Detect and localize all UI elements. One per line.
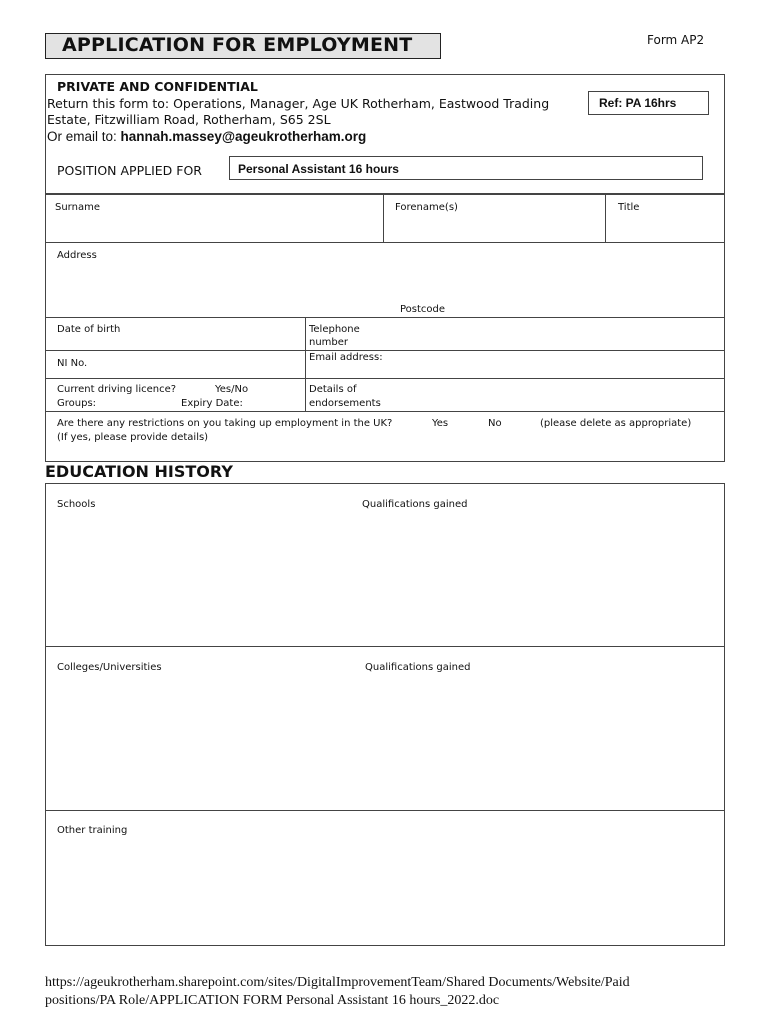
page-title: APPLICATION FOR EMPLOYMENT (62, 34, 413, 56)
footer-path (45, 974, 735, 1010)
title-label: Title (618, 202, 640, 213)
expiry-label: Expiry Date: (181, 398, 243, 409)
restrictions-yes[interactable]: Yes (432, 418, 449, 429)
surname-label: Surname (55, 202, 100, 213)
confidential-label: PRIVATE AND CONFIDENTIAL (57, 79, 258, 94)
return-line-1: Return this form to: Operations, Manager, Age UK Rotherham, Eastwood Trading (47, 96, 550, 111)
telephone-label-2: number (309, 337, 349, 348)
schools-field[interactable] (46, 515, 724, 645)
position-value: Personal Assistant 16 hours (238, 162, 399, 176)
divider (45, 317, 725, 318)
surname-field[interactable] (46, 214, 382, 241)
groups-label: Groups: (57, 398, 97, 409)
education-heading: EDUCATION HISTORY (45, 462, 233, 481)
restrictions-note: (please delete as appropriate) (540, 418, 692, 429)
contact-email-link[interactable]: hannah.massey@ageukrotherham.org (120, 129, 367, 144)
qualifications-label-2: Qualifications gained (365, 662, 471, 673)
footer-line-1: https://ageukrotherham.sharepoint.com/sites/DigitalImprovementTeam/Shared Documents/Website/Paid (45, 975, 630, 990)
divider (383, 194, 384, 242)
dob-label: Date of birth (57, 324, 121, 335)
restrictions-question: Are there any restrictions on you taking up employment in the UK? (57, 418, 393, 429)
return-line-2: Estate, Fitzwilliam Road, Rotherham, S65 2SL (47, 112, 331, 127)
divider (45, 411, 725, 412)
divider (45, 378, 725, 379)
licence-label: Current driving licence? (57, 384, 177, 395)
colleges-field[interactable] (46, 678, 724, 808)
licence-yes-no[interactable]: Yes/No (215, 384, 249, 395)
email-prefix: Or email to: (47, 129, 121, 144)
position-label: POSITION APPLIED FOR (57, 163, 202, 178)
address-field[interactable] (46, 262, 724, 302)
email-line (47, 129, 366, 144)
restrictions-no[interactable]: No (488, 418, 502, 429)
qualifications-label-1: Qualifications gained (362, 499, 468, 510)
telephone-label-1: Telephone (309, 324, 360, 335)
divider (45, 350, 725, 351)
endorsements-label-2: endorsements (309, 398, 381, 409)
title-field[interactable] (607, 214, 724, 241)
other-training-field[interactable] (46, 841, 724, 945)
form-code: Form AP2 (647, 33, 705, 47)
postcode-label: Postcode (400, 304, 446, 315)
divider (45, 810, 725, 811)
divider (45, 242, 725, 243)
ref-code: Ref: PA 16hrs (599, 96, 677, 110)
schools-label: Schools (57, 499, 96, 510)
endorsements-label-1: Details of (309, 384, 357, 395)
forenames-field[interactable] (385, 214, 604, 241)
colleges-label: Colleges/Universities (57, 662, 162, 673)
other-training-label: Other training (57, 825, 128, 836)
divider (45, 646, 725, 647)
email-label: Email address: (309, 352, 383, 363)
restrictions-details-label: (If yes, please provide details) (57, 432, 209, 443)
ni-label: NI No. (57, 358, 88, 369)
divider (605, 194, 606, 242)
forenames-label: Forename(s) (395, 202, 458, 213)
footer-line-2: positions/PA Role/APPLICATION FORM Personal Assistant 16 hours_2022.doc (45, 993, 500, 1008)
address-label: Address (57, 250, 97, 261)
divider (305, 317, 306, 411)
